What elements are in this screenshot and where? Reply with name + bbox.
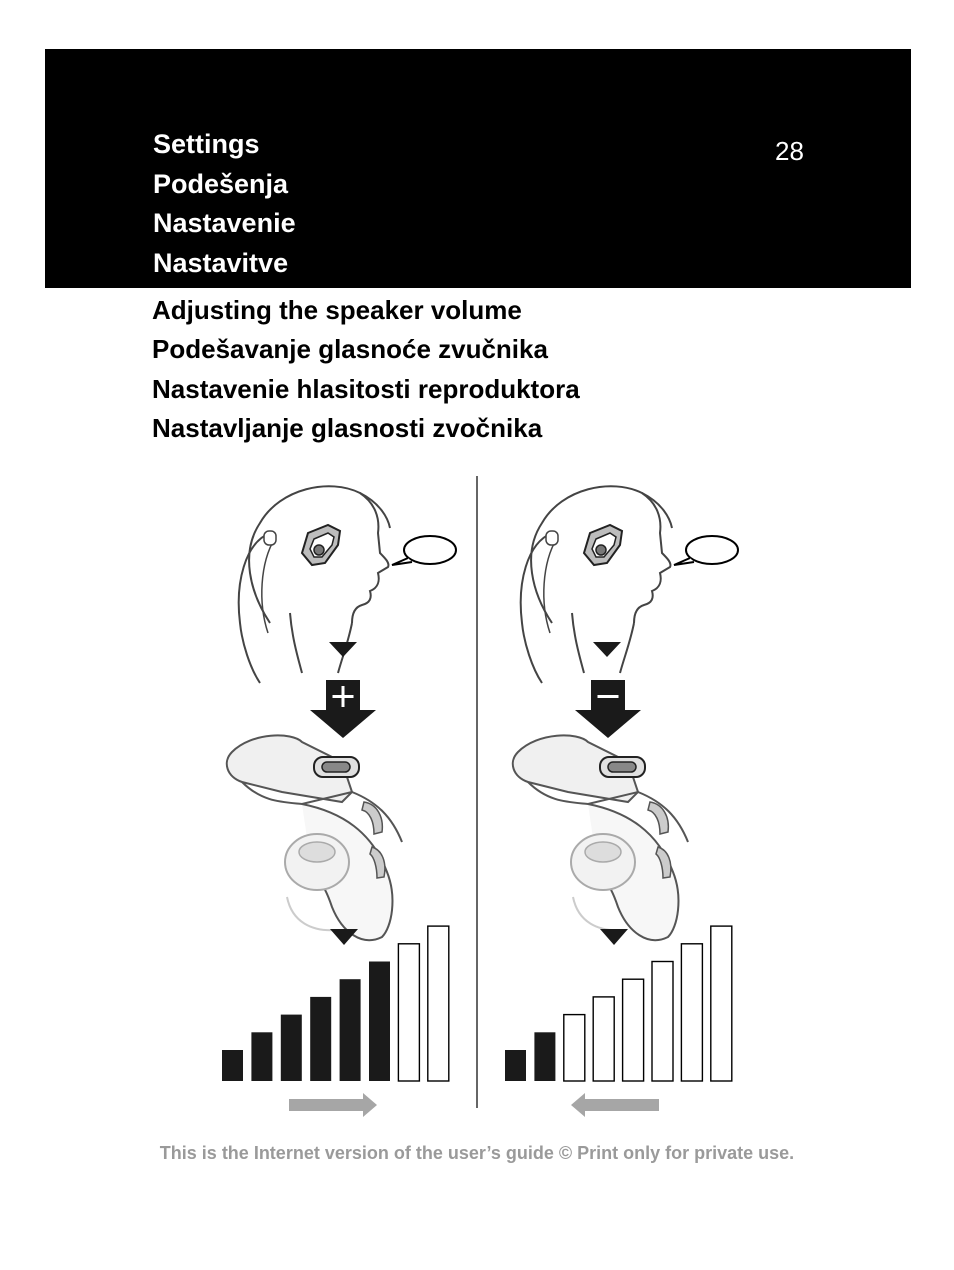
flow-arrow-left-1 — [329, 642, 357, 657]
header-title-sl: Nastavitve — [153, 248, 289, 278]
direction-arrow — [571, 1093, 659, 1117]
volume-bars-right — [505, 926, 732, 1081]
volume-bar — [310, 997, 331, 1081]
volume-bar — [251, 1032, 272, 1081]
section-title-en: Adjusting the speaker volume — [152, 295, 522, 325]
arrow-left-icon — [571, 1093, 659, 1117]
volume-bar — [222, 1050, 243, 1081]
volume-bar — [711, 926, 732, 1081]
volume-bar — [681, 944, 702, 1081]
header-title-sk: Nastavenie — [153, 208, 296, 238]
header-title-sr: Podešenja — [153, 169, 289, 199]
section-title-sr: Podešavanje glasnoće zvučnika — [152, 334, 548, 364]
flow-arrow-right-2 — [600, 929, 628, 945]
volume-up-button-arrow — [310, 680, 376, 738]
headset-right — [513, 735, 688, 940]
arrow-right-icon — [289, 1093, 377, 1117]
volume-bar — [369, 962, 390, 1082]
headset-left — [227, 735, 402, 940]
flow-arrow-left-2 — [330, 929, 358, 945]
direction-arrow — [289, 1093, 377, 1117]
flow-arrow-right-1 — [593, 642, 621, 657]
volume-bar — [340, 979, 361, 1081]
volume-down-button-arrow — [575, 680, 641, 738]
volume-bar — [428, 926, 449, 1081]
volume-bar — [623, 979, 644, 1081]
volume-bar — [505, 1050, 526, 1081]
volume-bar — [593, 997, 614, 1081]
volume-bar — [652, 962, 673, 1082]
section-title-sl: Nastavljanje glasnosti zvočnika — [152, 413, 543, 443]
volume-bar — [564, 1015, 585, 1081]
volume-bar — [534, 1032, 555, 1081]
user-head-right — [521, 486, 738, 683]
header-title-en: Settings — [153, 129, 260, 159]
section-title-sk: Nastavenie hlasitosti reproduktora — [152, 374, 580, 404]
footer-notice: This is the Internet version of the user’s guide © Print only for private use. — [159, 1143, 795, 1163]
volume-bar — [281, 1015, 302, 1081]
volume-bar — [398, 944, 419, 1081]
volume-bars-left — [222, 926, 449, 1081]
page-number: 28 — [775, 136, 804, 166]
user-head-left — [239, 486, 456, 683]
